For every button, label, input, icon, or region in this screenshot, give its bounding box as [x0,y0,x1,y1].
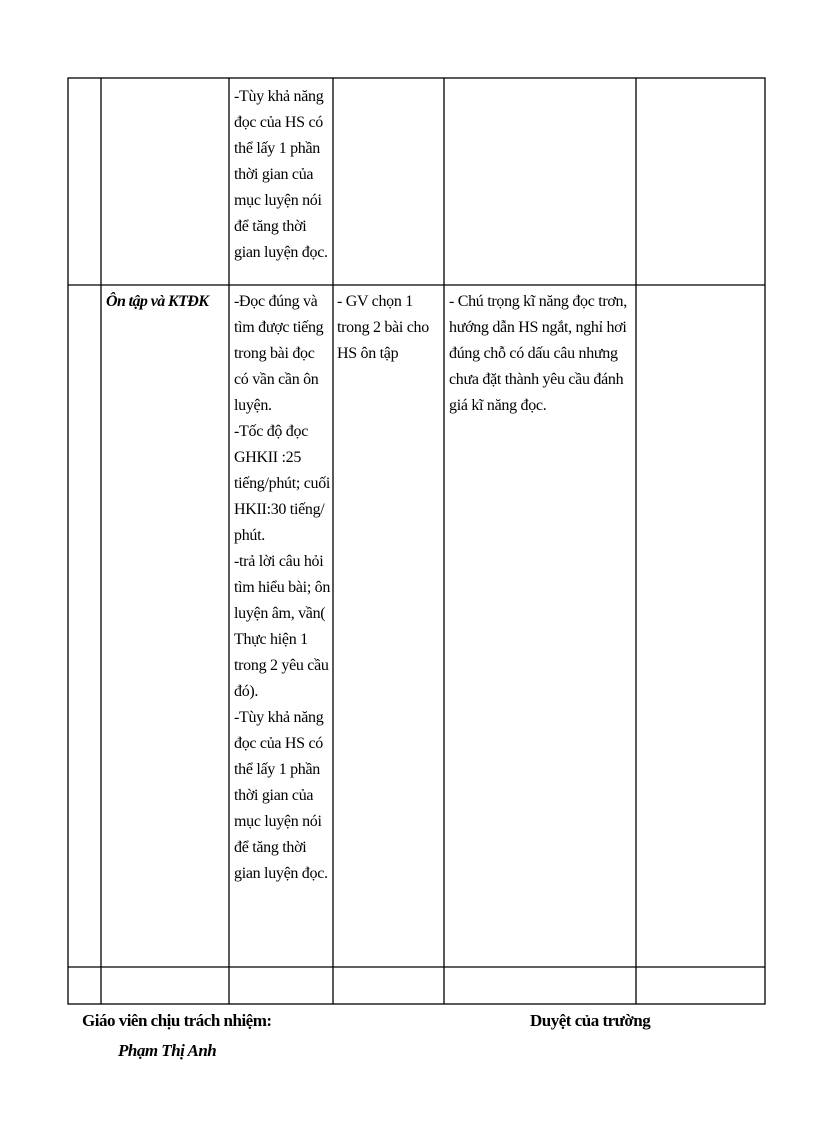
row2-objectives: -Đọc đúng và tìm được tiếng trong bài đọc có vần cần ôn luyện. -Tốc độ đọc GHKII :25 tiếng/phút; cuối HKII:30 tiếng/ phút. -trả lời câu hỏi tìm hiểu bài; ôn luyện âm, vần( Thực hiện 1 trong 2 yêu cầu đó). -Tùy khả năng đọc của HS có thể lấy 1 phần thời gian của mục luyện nói để tăng thời gian luyện đọc. [234,293,331,882]
row2-teacher-activity: - GV chọn 1 trong 2 bài cho HS ôn tập [337,293,429,362]
row2-lesson-title: Ôn tập và KTĐK [106,293,209,310]
teacher-name: Phạm Thị Anh [118,1041,217,1060]
row2-notes: - Chú trọng kĩ năng đọc trơn, hướng dẫn HS ngắt, nghỉ hơi đúng chỗ có dấu câu nhưng chưa đặt thành yêu cầu đánh giá kĩ năng đọc. [449,293,627,414]
approval-label: Duyệt của trường [530,1011,651,1030]
teacher-label: Giáo viên chịu trách nhiệm: [82,1011,272,1030]
row1-col3-content: -Tùy khả năng đọc của HS có thể lấy 1 phần thời gian của mục luyện nói để tăng thời gian luyện đọc. [234,88,328,261]
